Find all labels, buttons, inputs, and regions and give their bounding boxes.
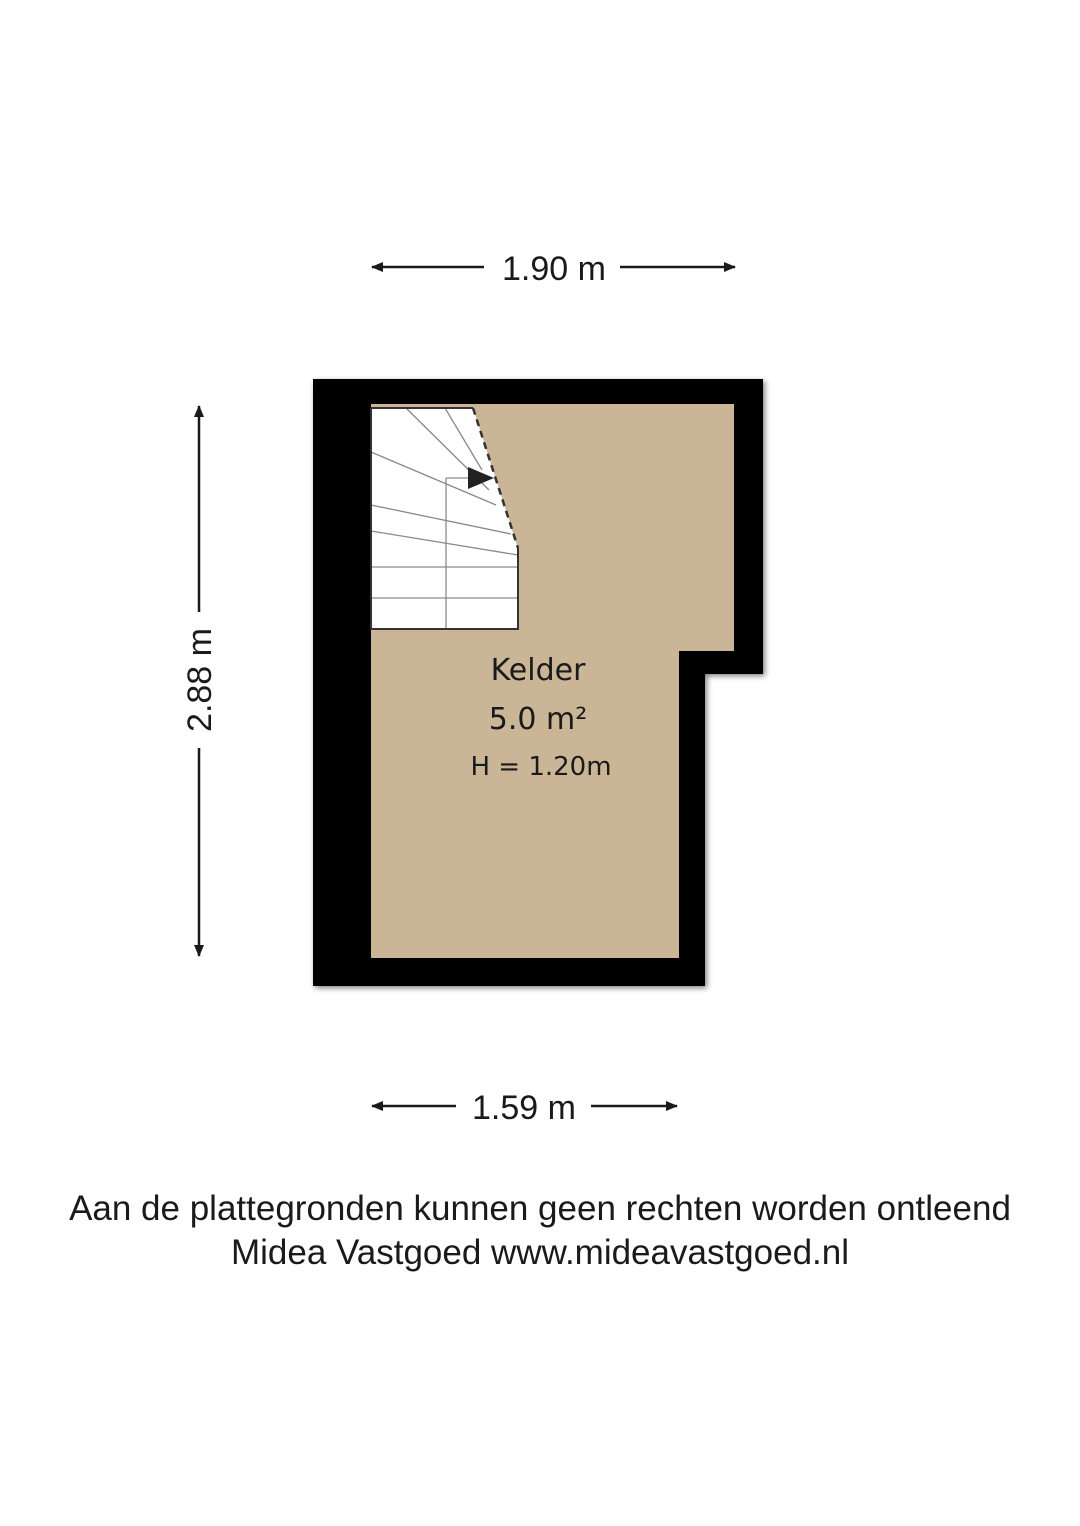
room-name: Kelder (490, 653, 586, 688)
dimension-left (181, 406, 219, 956)
dimension-bottom-label: 1.59 m (472, 1089, 576, 1127)
company-credit: Midea Vastgoed www.mideavastgoed.nl (230, 1233, 850, 1272)
disclaimer-text: Aan de plattegronden kunnen geen rechten worden ontleend (69, 1189, 1011, 1228)
dimension-top (372, 250, 735, 288)
room-area: 5.0 m² (488, 702, 588, 737)
dimension-left-label: 2.88 m (181, 628, 219, 732)
dimension-bottom (372, 1089, 677, 1127)
dimension-top-label: 1.90 m (502, 250, 606, 288)
room-ceiling-height: H = 1.20m (470, 752, 612, 782)
